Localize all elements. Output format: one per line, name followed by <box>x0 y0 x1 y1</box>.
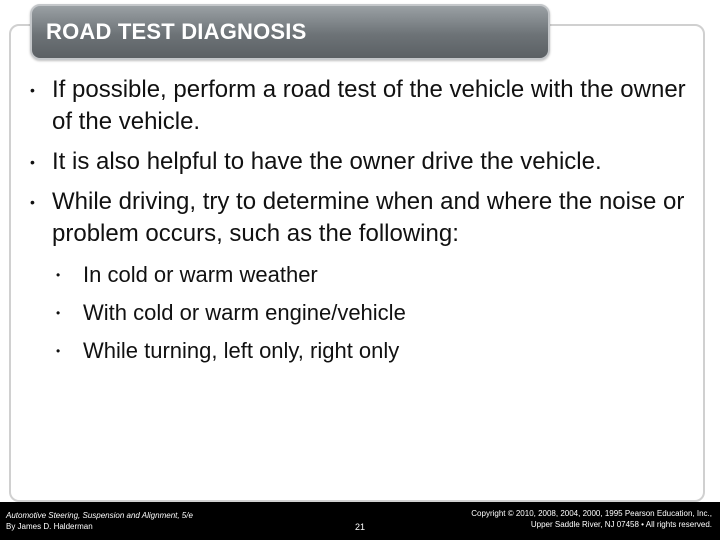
footer-credits <box>6 510 193 532</box>
copyright-line-1: Copyright © 2010, 2008, 2004, 2000, 1995 Pearson Education, Inc., <box>471 509 712 518</box>
copyright <box>471 508 712 530</box>
sub-bullet-text: While turning, left only, right only <box>83 338 400 363</box>
sub-bullet-text: With cold or warm engine/vehicle <box>83 300 406 325</box>
bullet-icon: • <box>56 306 61 320</box>
bullet-icon: • <box>56 268 61 282</box>
bullet-icon: • <box>56 344 61 358</box>
bullet-text: It is also helpful to have the owner drive the vehicle. <box>52 148 602 175</box>
book-title: Automotive Steering, Suspension and Alignment, 5/e <box>6 511 193 520</box>
footer-bar <box>0 502 720 540</box>
bullet-icon: • <box>30 154 35 170</box>
bullet-icon: • <box>30 82 35 98</box>
copyright-line-2: Upper Saddle River, NJ 07458 • All rights reserved. <box>530 520 712 529</box>
bullet-text: If possible, perform a road test of the vehicle with the owner of the vehicle. <box>52 76 686 135</box>
author: By James D. Halderman <box>6 522 93 531</box>
bullet-text: While driving, try to determine when and where the noise or problem occurs, such as the following: <box>52 188 685 247</box>
bullet-icon: • <box>30 194 35 210</box>
slide-title: ROAD TEST DIAGNOSIS <box>46 19 307 44</box>
sub-bullet-text: In cold or warm weather <box>83 262 318 287</box>
page-number: 21 <box>355 522 366 532</box>
